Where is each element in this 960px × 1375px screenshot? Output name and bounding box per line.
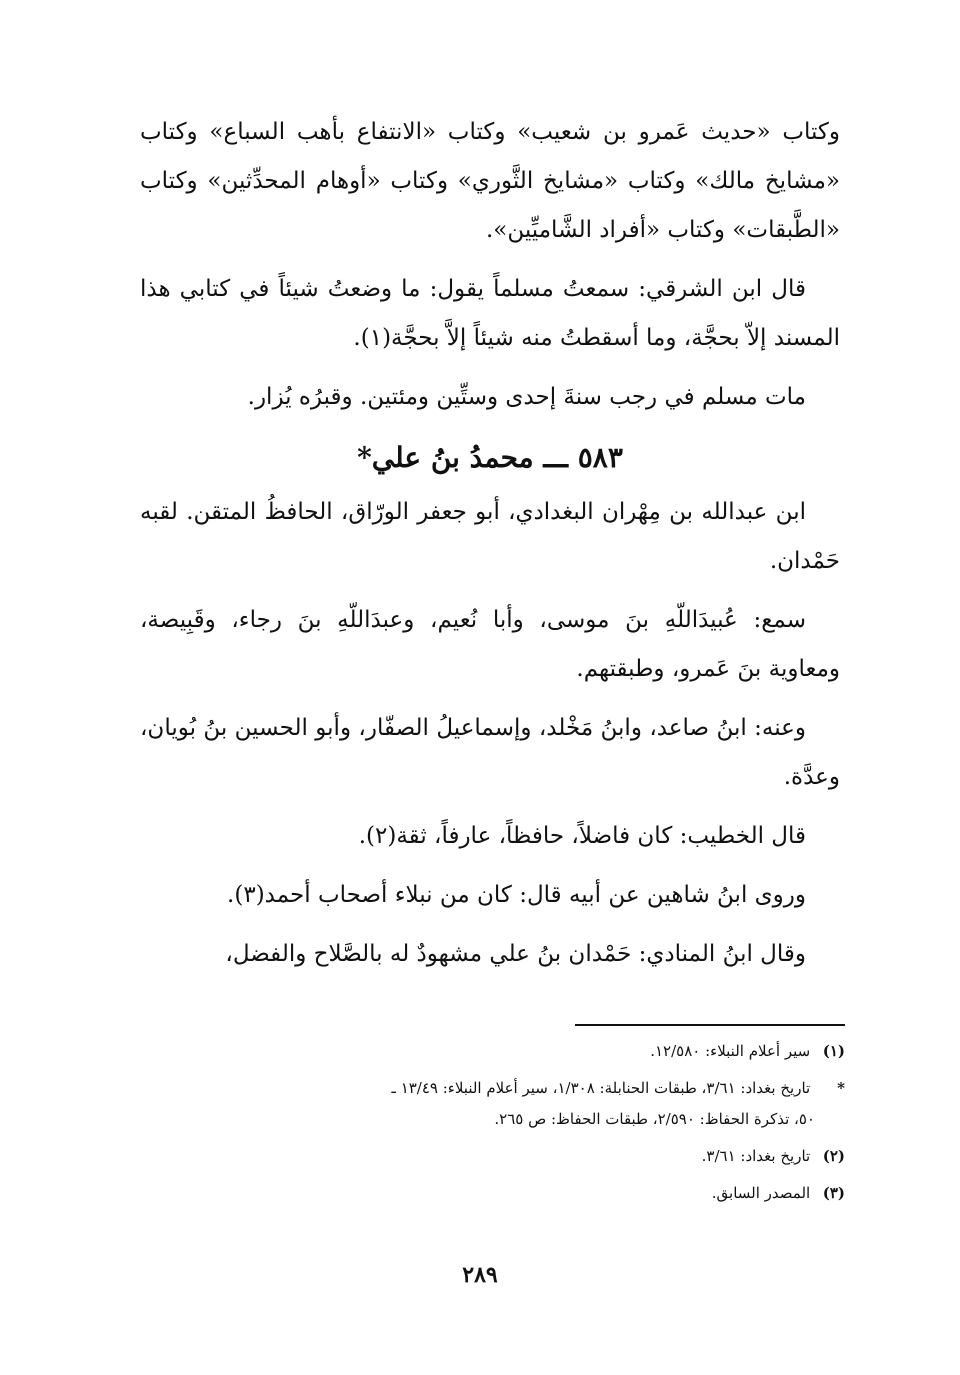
- footnote-continuation: ٥٠، تذكرة الحفاظ: ٢/٥٩٠، طبقات الحفاظ: ص ٢٦٥.: [494, 1110, 815, 1128]
- paragraph-muslim-death: مات مسلم في رجب سنةَ إحدى وستِّين ومئتين. وقبرُه يُزار.: [247, 384, 806, 410]
- footnotes: [140, 1036, 845, 1215]
- footnote-text: المصدر السابق.: [711, 1184, 811, 1202]
- footnote-divider: [575, 1024, 845, 1026]
- paragraph-students: وعنه: ابنُ صاعد، وابنُ مَخْلد، وإسماعيلُ الصفّار، وأبو الحسين بنُ بُويان، وعدَّة.: [140, 715, 840, 790]
- paragraph-ibn-sharqi-quote: قال ابن الشرقي: سمعتُ مسلماً يقول: ما وضعتُ شيئاً في كتابي هذا المسند إلاّ بحجَّة، وما أسقطتُ منه شيئاً إلاَّ بحجَّة(١).: [140, 276, 840, 351]
- footnote-2: [140, 1141, 845, 1172]
- footnote-mark: (١): [822, 1042, 845, 1060]
- footnote-star: [140, 1073, 845, 1135]
- paragraph-teachers: سمع: عُبيدَاللّهِ بنَ موسى، وأبا نُعيم، وعبدَاللّهِ بنَ رجاء، وقَبِيصة، ومعاوية بنَ عَمرو، وطبقتهم.: [140, 607, 840, 682]
- footnote-3: [140, 1178, 845, 1209]
- footnote-1: [140, 1036, 845, 1067]
- footnote-text: تاريخ بغداد: ٣/٦١.: [701, 1147, 811, 1165]
- entry-heading: ٥٨٣ ـــ محمدُ بنُ علي*: [357, 441, 623, 474]
- paragraph-books-list: وكتاب «حديث عَمرو بن شعيب» وكتاب «الانتفاع بأهب السباع» وكتاب «مشايخ مالك» وكتاب «مشايخ الثَّوري» وكتاب «أوهام المحدِّثين» وكتاب «الطَّبقات» وكتاب «أفراد الشَّاميِّين».: [140, 119, 840, 243]
- footnote-text: تاريخ بغداد: ٣/٦١، طبقات الحنابلة: ١/٣٠٨، سير أعلام النبلاء: ١٣/٤٩ ـ: [391, 1079, 811, 1097]
- page-number: ٢٨٩: [462, 1262, 498, 1288]
- paragraph-ibn-munadi: وقال ابنُ المنادي: حَمْدان بنُ علي مشهودٌ له بالصَّلاح والفضل،: [225, 941, 806, 967]
- paragraph-ibn-shahin: وروى ابنُ شاهين عن أبيه قال: كان من نبلاء أصحاب أحمد(٣).: [227, 882, 806, 908]
- footnote-mark: (٢): [822, 1147, 845, 1165]
- paragraph-khatib: قال الخطيب: كان فاضلاً، حافظاً، عارفاً، ثقة(٢).: [358, 823, 806, 849]
- footnote-mark: *: [837, 1079, 845, 1097]
- paragraph-lineage: ابن عبدالله بن مِهْران البغدادي، أبو جعفر الورّاق، الحافظُ المتقن. لقبه حَمْدان.: [140, 499, 840, 574]
- page-body: [140, 108, 840, 989]
- footnote-text: سير أعلام النبلاء: ١٢/٥٨٠.: [650, 1042, 811, 1060]
- footnote-mark: (٣): [822, 1184, 845, 1202]
